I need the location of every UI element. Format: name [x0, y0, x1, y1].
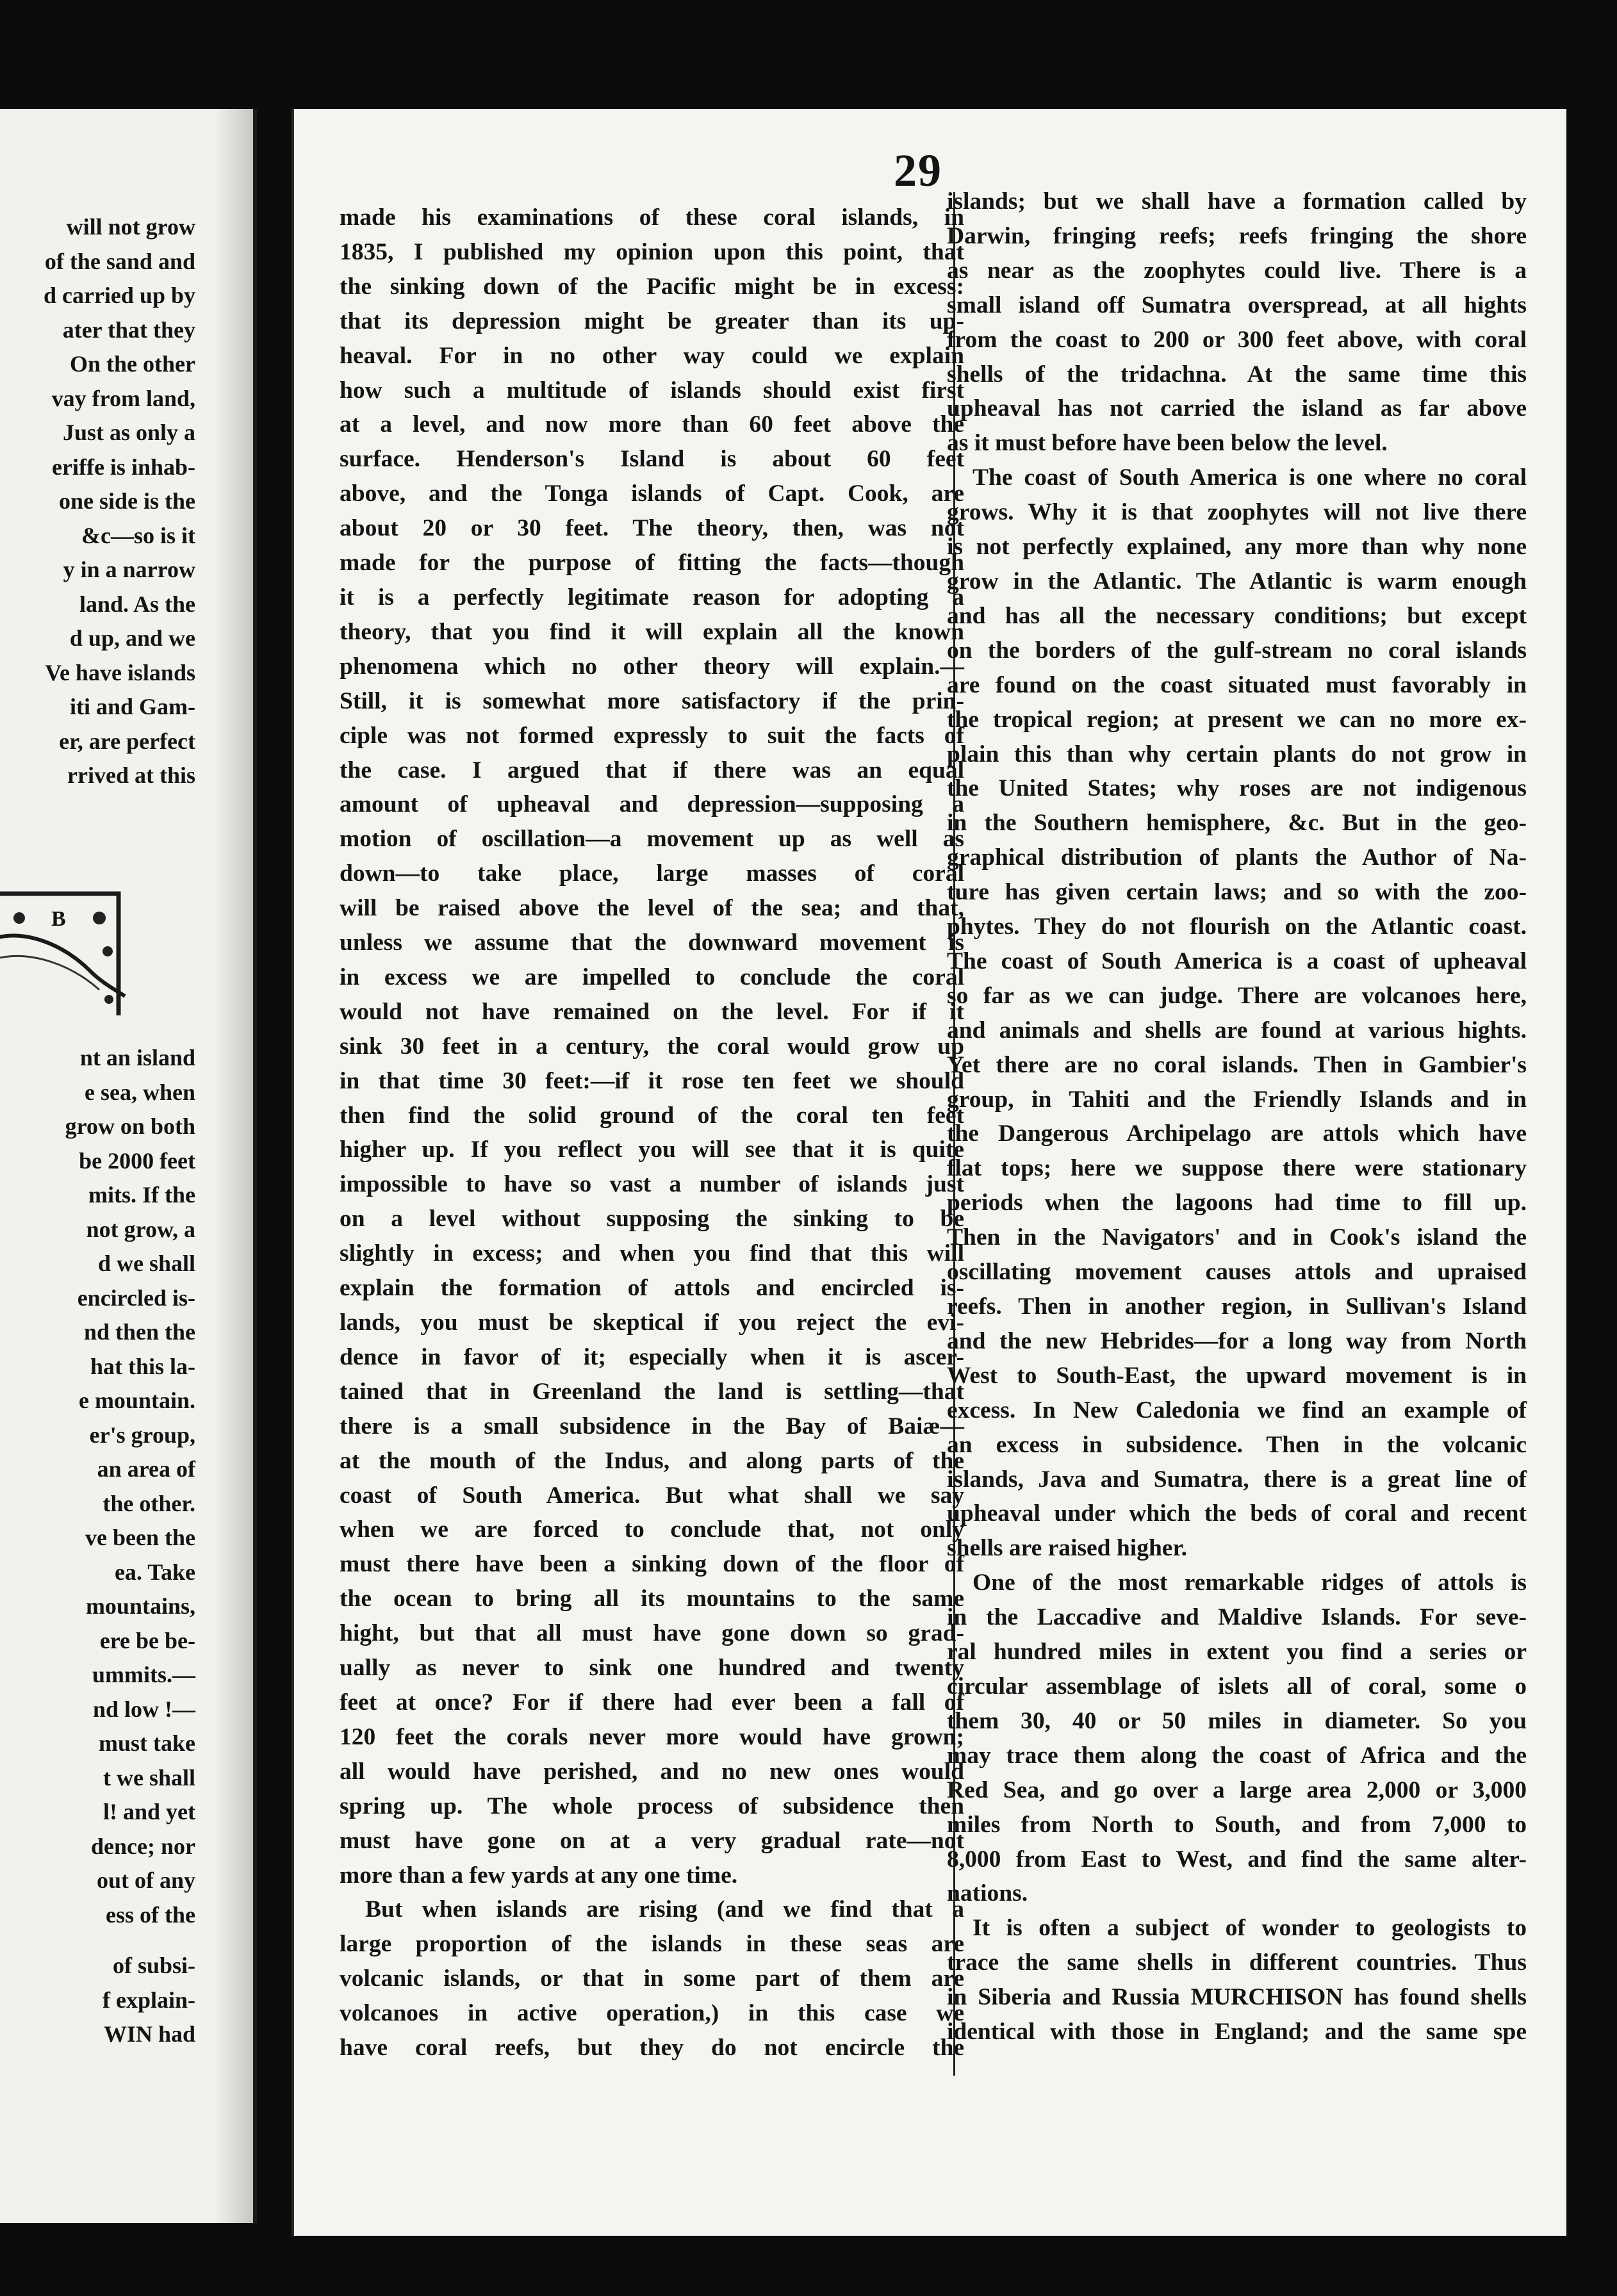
text-line: of the sand and [44, 248, 195, 274]
left-page-fragment [0, 109, 257, 2223]
text-line: in the Laccadive and Maldive Islands. For seve- [947, 1604, 1527, 1631]
text-line: on the borders of the gulf-stream no coral islands [947, 637, 1527, 664]
text-line: grows. Why it is that zoophytes will not live there [947, 499, 1527, 526]
text-line: Ve have islands [45, 659, 195, 685]
text-line: shells are raised higher. [947, 1535, 1188, 1562]
text-line: the Dangerous Archipelago are attols which have [947, 1120, 1527, 1147]
text-line: them 30, 40 or 50 miles in diameter. So you [947, 1707, 1527, 1734]
text-line: made for the purpose of fitting the facts—though [340, 550, 964, 577]
text-line: that its depression might be greater than its up- [340, 308, 964, 334]
text-line: nations. [947, 1880, 1028, 1907]
text-column-right [947, 184, 1527, 2049]
text-line: One of the most remarkable ridges of attols is [973, 1570, 1527, 1596]
text-line: Darwin, fringing reefs; reefs fringing the shore [947, 222, 1527, 249]
text-line: in Siberia and Russia MURCHISON has found shells [947, 1984, 1527, 2011]
text-line: surface. Henderson's Island is about 60 feet [340, 446, 964, 473]
text-line: On the other [70, 351, 195, 377]
map-engraving-fragment [0, 868, 128, 1015]
text-line: grow on both [65, 1113, 195, 1139]
text-line: vay from land, [51, 385, 195, 411]
text-line: the other. [103, 1490, 195, 1516]
text-line: periods when the lagoons had time to fill up. [947, 1190, 1527, 1217]
text-line: will not grow [66, 214, 195, 240]
text-line: excess. In New Caledonia we find an example of [947, 1397, 1527, 1423]
text-line: phenomena which no other theory will explain.— [340, 653, 964, 680]
text-line: reefs. Then in another region, in Sullivan's Island [947, 1293, 1527, 1320]
text-line: impossible to have so vast a number of islands just [340, 1171, 964, 1198]
text-line: small island off Sumatra overspread, at all hights [947, 291, 1527, 318]
text-line: when we are forced to conclude that, not only [340, 1516, 964, 1543]
text-line: not grow, a [86, 1216, 195, 1242]
text-line: must there have been a sinking down of the floor of [340, 1551, 964, 1578]
text-line: slightly in excess; and when you find that this will [340, 1240, 964, 1267]
text-line: at a level, and now more than 60 feet above the [340, 411, 964, 438]
gutter-shadow [215, 109, 253, 2223]
text-line: plain this than why certain plants do not grow in [947, 741, 1527, 767]
text-line: The coast of South America is a coast of upheaval [947, 947, 1527, 974]
text-line: there is a small subsidence in the Bay of Baiæ— [340, 1413, 964, 1439]
text-line: are found on the coast situated must favorably in [947, 671, 1527, 698]
text-line: islands; but we shall have a formation called by [947, 188, 1527, 215]
text-line: in that time 30 feet:—if it rose ten feet we should [340, 1067, 964, 1094]
text-line: an area of [97, 1456, 195, 1482]
text-line: hight, but that all must have gone down so grad- [340, 1620, 964, 1647]
text-line: motion of oscillation—a movement up as well as [340, 826, 964, 853]
text-line: and has all the necessary conditions; but except [947, 602, 1527, 629]
text-line: 8,000 from East to West, and find the same alter- [947, 1846, 1527, 1873]
text-line: West to South-East, the upward movement is in [947, 1362, 1527, 1389]
text-line: amount of upheaval and depression—supposing a [340, 791, 964, 818]
text-line: of subsi- [112, 1953, 195, 1978]
text-line: f explain- [102, 1987, 195, 2013]
text-line: trace the same shells in different countries. Thus [947, 1949, 1527, 1976]
text-line: and the new Hebrides—for a long way from North [947, 1327, 1527, 1354]
text-line: more than a few yards at any one time. [340, 1862, 738, 1889]
text-line: But when islands are rising (and we find that a [365, 1896, 964, 1923]
text-line: eriffe is inhab- [52, 454, 195, 480]
text-line: unless we assume that the downward movement is [340, 930, 964, 956]
text-line: made his examinations of these coral islands, in [340, 204, 964, 231]
text-line: d up, and we [69, 625, 195, 651]
text-line: land. As the [79, 591, 195, 617]
text-line: the sinking down of the Pacific might be in excess: [340, 273, 964, 300]
text-line: mits. If the [88, 1182, 195, 1208]
text-line: will be raised above the level of the sea; and that, [340, 895, 964, 922]
text-line: be 2000 feet [79, 1147, 195, 1174]
text-line: upheaval has not carried the island as far above [947, 395, 1527, 422]
text-line: volcanoes in active operation,) in this case we [340, 2000, 964, 2027]
text-line: phytes. They do not flourish on the Atlantic coast. [947, 914, 1527, 940]
text-line: sink 30 feet in a century, the coral would grow up [340, 1033, 964, 1060]
text-line: higher up. If you reflect you will see that it is quite [340, 1136, 964, 1163]
text-line: &c—so is it [81, 522, 195, 548]
text-line: The coast of South America is one where no coral [973, 464, 1527, 491]
text-line: nt an island [79, 1045, 195, 1070]
text-line: Still, it is somewhat more satisfactory if the prin- [340, 687, 964, 714]
text-line: is not perfectly explained, any more than why none [947, 534, 1527, 561]
text-line: volcanic islands, or that in some part of them are [340, 1965, 964, 1992]
text-line: dence; nor [91, 1833, 195, 1859]
text-line: oscillating movement causes attols and upraised [947, 1259, 1527, 1286]
text-line: in excess we are impelled to conclude the coral [340, 964, 964, 990]
text-line: identical with those in England; and the same spe [947, 2019, 1527, 2046]
text-line: 120 feet the corals never more would have grown; [340, 1723, 964, 1750]
text-column-left [340, 201, 964, 2065]
text-line: It is often a subject of wonder to geologists to [973, 1915, 1527, 1942]
text-line: ess of the [106, 1901, 195, 1928]
text-line: above, and the Tonga islands of Capt. Cook, are [340, 480, 964, 507]
text-line: about 20 or 30 feet. The theory, then, was not [340, 515, 964, 542]
text-line: e sea, when [85, 1079, 195, 1105]
text-line: as it must before have been below the level. [947, 430, 1388, 457]
text-line: nd then the [83, 1319, 195, 1345]
text-line: from the coast to 200 or 300 feet above, with coral [947, 326, 1527, 353]
text-line: as near as the zoophytes could live. There is a [947, 257, 1527, 284]
text-line: ve been the [85, 1525, 195, 1550]
text-line: the case. I argued that if there was an equal [340, 757, 964, 783]
text-line: hat this la- [90, 1353, 195, 1379]
text-line: Red Sea, and go over a large area 2,000 or 3,000 [947, 1776, 1527, 1803]
text-line: ere be be- [99, 1627, 195, 1653]
text-line: dence in favor of it; especially when it is ascer- [340, 1343, 964, 1370]
text-line: 1835, I published my opinion upon this point, that [340, 238, 964, 265]
text-line: tained that in Greenland the land is settling—that [340, 1378, 964, 1405]
text-line: group, in Tahiti and the Friendly Islands and in [947, 1086, 1527, 1113]
text-line: circular assemblage of islets all of coral, some o [947, 1673, 1527, 1700]
text-line: large proportion of the islands in these seas are [340, 1931, 964, 1958]
text-line: out of any [96, 1867, 195, 1893]
text-line: d carried up by [43, 283, 195, 308]
text-line: explain the formation of attols and encircled is- [340, 1275, 964, 1302]
page-edge [291, 109, 294, 2236]
text-line: spring up. The whole process of subsidence then [340, 1792, 964, 1819]
text-line: and animals and shells are found at various hights. [947, 1017, 1527, 1044]
text-line: grow in the Atlantic. The Atlantic is warm enough [947, 568, 1527, 594]
text-line: Then in the Navigators' and in Cook's island the [947, 1224, 1527, 1251]
left-page-text-bottom [103, 1949, 195, 2052]
svg-text:B: B [51, 907, 66, 931]
text-line: how such a multitude of islands should exist first [340, 377, 964, 404]
text-line: encircled is- [77, 1284, 195, 1311]
text-line: shells of the tridachna. At the same time this [947, 361, 1527, 388]
text-line: ually as never to sink one hundred and twenty [340, 1655, 964, 1682]
text-line: feet at once? For if there had ever been a fall of [340, 1689, 964, 1716]
text-line: the ocean to bring all its mountains to the same [340, 1586, 964, 1612]
text-line: Yet there are no coral islands. Then in Gambier's [947, 1051, 1527, 1078]
text-line: it is a perfectly legitimate reason for adopting a [340, 584, 964, 611]
text-line: iti and Gam- [69, 694, 195, 719]
text-line: on a level without supposing the sinking to be [340, 1206, 964, 1233]
text-line: upheaval under which the beds of coral and recent [947, 1500, 1527, 1527]
text-line: in the Southern hemisphere, &c. But in the geo- [947, 810, 1527, 837]
text-line: coast of South America. But what shall we say [340, 1482, 964, 1509]
text-line: down—to take place, large masses of coral [340, 860, 964, 887]
text-line: e mountain. [78, 1388, 195, 1413]
text-line: islands, Java and Sumatra, there is a great line of [947, 1466, 1527, 1493]
text-line: then find the solid ground of the coral ten feet [340, 1102, 964, 1129]
text-line: er's group, [89, 1422, 195, 1448]
page-number: 29 [894, 145, 942, 196]
text-line: nd low !— [92, 1696, 195, 1722]
text-line: graphical distribution of plants the Author of Na- [947, 844, 1527, 871]
text-line: Just as only a [62, 420, 195, 445]
text-line: the tropical region; at present we can no more ex- [947, 706, 1527, 733]
text-line: miles from North to South, and from 7,000 to [947, 1811, 1527, 1838]
text-line: lands, you must be skeptical if you reject the evi- [340, 1309, 964, 1336]
text-line: ture has given certain laws; and so with the zoo- [947, 879, 1527, 906]
text-line: heaval. For in no other way could we explain [340, 342, 964, 369]
left-page-text-top [44, 210, 195, 793]
text-line: mountains, [85, 1593, 195, 1619]
text-line: ea. Take [114, 1559, 195, 1585]
text-line: d we shall [97, 1250, 195, 1276]
text-line: one side is the [58, 488, 195, 514]
text-line: ummits.— [92, 1662, 195, 1687]
text-line: may trace them along the coast of Africa and the [947, 1742, 1527, 1769]
text-line: t we shall [103, 1764, 195, 1791]
text-line: would not have remained on the level. For if it [340, 998, 964, 1025]
text-line: so far as we can judge. There are volcanoes here, [947, 982, 1527, 1009]
text-line: WIN had [103, 2021, 195, 2047]
text-line: rrived at this [67, 762, 195, 788]
text-line: ral hundred miles in extent you find a series or [947, 1639, 1527, 1666]
text-line: the United States; why roses are not indigenous [947, 775, 1527, 802]
text-line: l! and yet [103, 1799, 195, 1824]
text-line: at the mouth of the Indus, and along parts of the [340, 1447, 964, 1474]
text-line: must have gone on at a very gradual rate—not [340, 1827, 964, 1854]
text-line: ater that they [62, 316, 195, 343]
text-line: flat tops; here we suppose there were stationary [947, 1155, 1527, 1182]
text-line: must take [99, 1730, 195, 1756]
text-line: ciple was not formed expressly to suit the facts of [340, 722, 964, 749]
text-line: y in a narrow [63, 557, 195, 582]
left-page-text-middle [65, 1041, 195, 1932]
text-line: theory, that you find it will explain all the known [340, 618, 964, 645]
text-line: er, are perfect [59, 728, 195, 754]
text-line: have coral reefs, but they do not encircle the [340, 2035, 964, 2062]
text-line: an excess in subsidence. Then in the volcanic [947, 1431, 1527, 1458]
text-line: all would have perished, and no new ones would [340, 1758, 964, 1785]
